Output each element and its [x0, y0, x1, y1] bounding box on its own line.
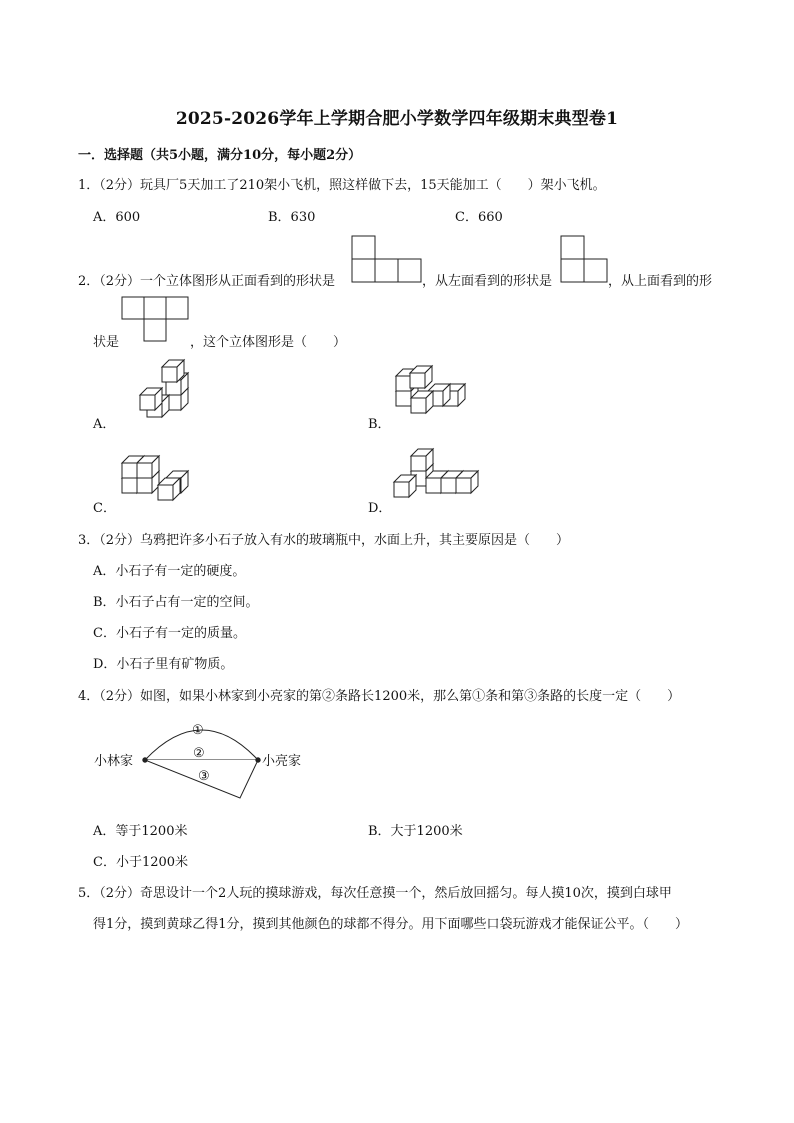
route-3-label: ③	[198, 769, 210, 784]
question-3-stem: 3．（2分）乌鸦把许多小石子放入有水的玻璃瓶中，水面上升，其主要原因是（ ）	[78, 533, 570, 548]
option-b-cubes-figure	[390, 365, 470, 421]
question-3-option-d: D．小石子里有矿物质。	[93, 657, 234, 672]
cube	[162, 360, 184, 382]
cube	[411, 391, 433, 413]
cube	[411, 449, 433, 471]
top-view-figure	[122, 297, 192, 345]
question-4-option-a: A．等于1200米	[93, 824, 188, 839]
question-2-option-b-label: B．	[368, 417, 391, 432]
question-1-option-a: A．600	[93, 210, 141, 225]
route-start-label: 小林家	[94, 754, 134, 769]
question-2-option-c-label: C．	[93, 501, 116, 516]
left-view-figure	[561, 236, 609, 284]
question-3-option-c: C．小石子有一定的质量。	[93, 626, 246, 641]
route-1-label: ①	[192, 723, 204, 738]
section-heading: 一．选择题（共5小题，满分10分，每小题2分）	[78, 148, 362, 163]
option-d-cubes-figure	[390, 445, 485, 505]
cube	[410, 366, 432, 388]
question-3-option-a: A．小石子有一定的硬度。	[93, 564, 246, 579]
question-2-stem-part4: 状是	[93, 335, 120, 350]
route-2-label: ②	[193, 746, 205, 761]
route-end-label: 小亮家	[262, 754, 302, 769]
route-diagram	[90, 712, 320, 807]
question-1-stem: 1．（2分）玩具厂5天加工了210架小飞机，照这样做下去，15天能加工（ ）架小飞机。	[78, 178, 606, 193]
question-1-option-c: C．660	[455, 210, 503, 225]
cube	[137, 456, 159, 478]
option-a-cubes-figure	[116, 360, 196, 420]
question-3-option-b: B．小石子占有一定的空间。	[93, 595, 259, 610]
cube	[394, 475, 416, 497]
question-2-stem-part3: ，从上面看到的形	[608, 274, 713, 289]
question-2-option-d-label: D．	[368, 501, 392, 516]
cube	[158, 478, 180, 500]
question-2-stem-part1: 2．（2分）一个立体图形从正面看到的形状是	[78, 274, 336, 289]
question-5-stem-line1: 5．（2分）奇思设计一个2人玩的摸球游戏，每次任意摸一个，然后放回摇匀。每人摸10次，摸到白球甲	[78, 886, 672, 901]
front-view-figure	[352, 236, 422, 284]
question-4-option-c: C．小于1200米	[93, 855, 189, 870]
question-1-option-b: B．630	[268, 210, 316, 225]
question-4-stem: 4．（2分）如图，如果小林家到小亮家的第②条路长1200米，那么第①条和第③条路的长度一定（ ）	[78, 689, 681, 704]
question-2-stem-part5: ，这个立体图形是（ ）	[190, 335, 347, 350]
cube	[456, 471, 478, 493]
cube	[140, 388, 162, 410]
question-2-stem-part2: ，从左面看到的形状是	[422, 274, 553, 289]
question-5-stem-line2: 得1分，摸到黄球乙得1分，摸到其他颜色的球都不得分。用下面哪些口袋玩游戏才能保证公平。（ ）	[93, 917, 689, 932]
page-title: 2025-2026学年上学期合肥小学数学四年级期末典型卷1	[175, 109, 619, 129]
option-c-cubes-figure	[116, 445, 196, 505]
question-2-option-a-label: A．	[93, 417, 116, 432]
question-4-option-b: B．大于1200米	[368, 824, 463, 839]
